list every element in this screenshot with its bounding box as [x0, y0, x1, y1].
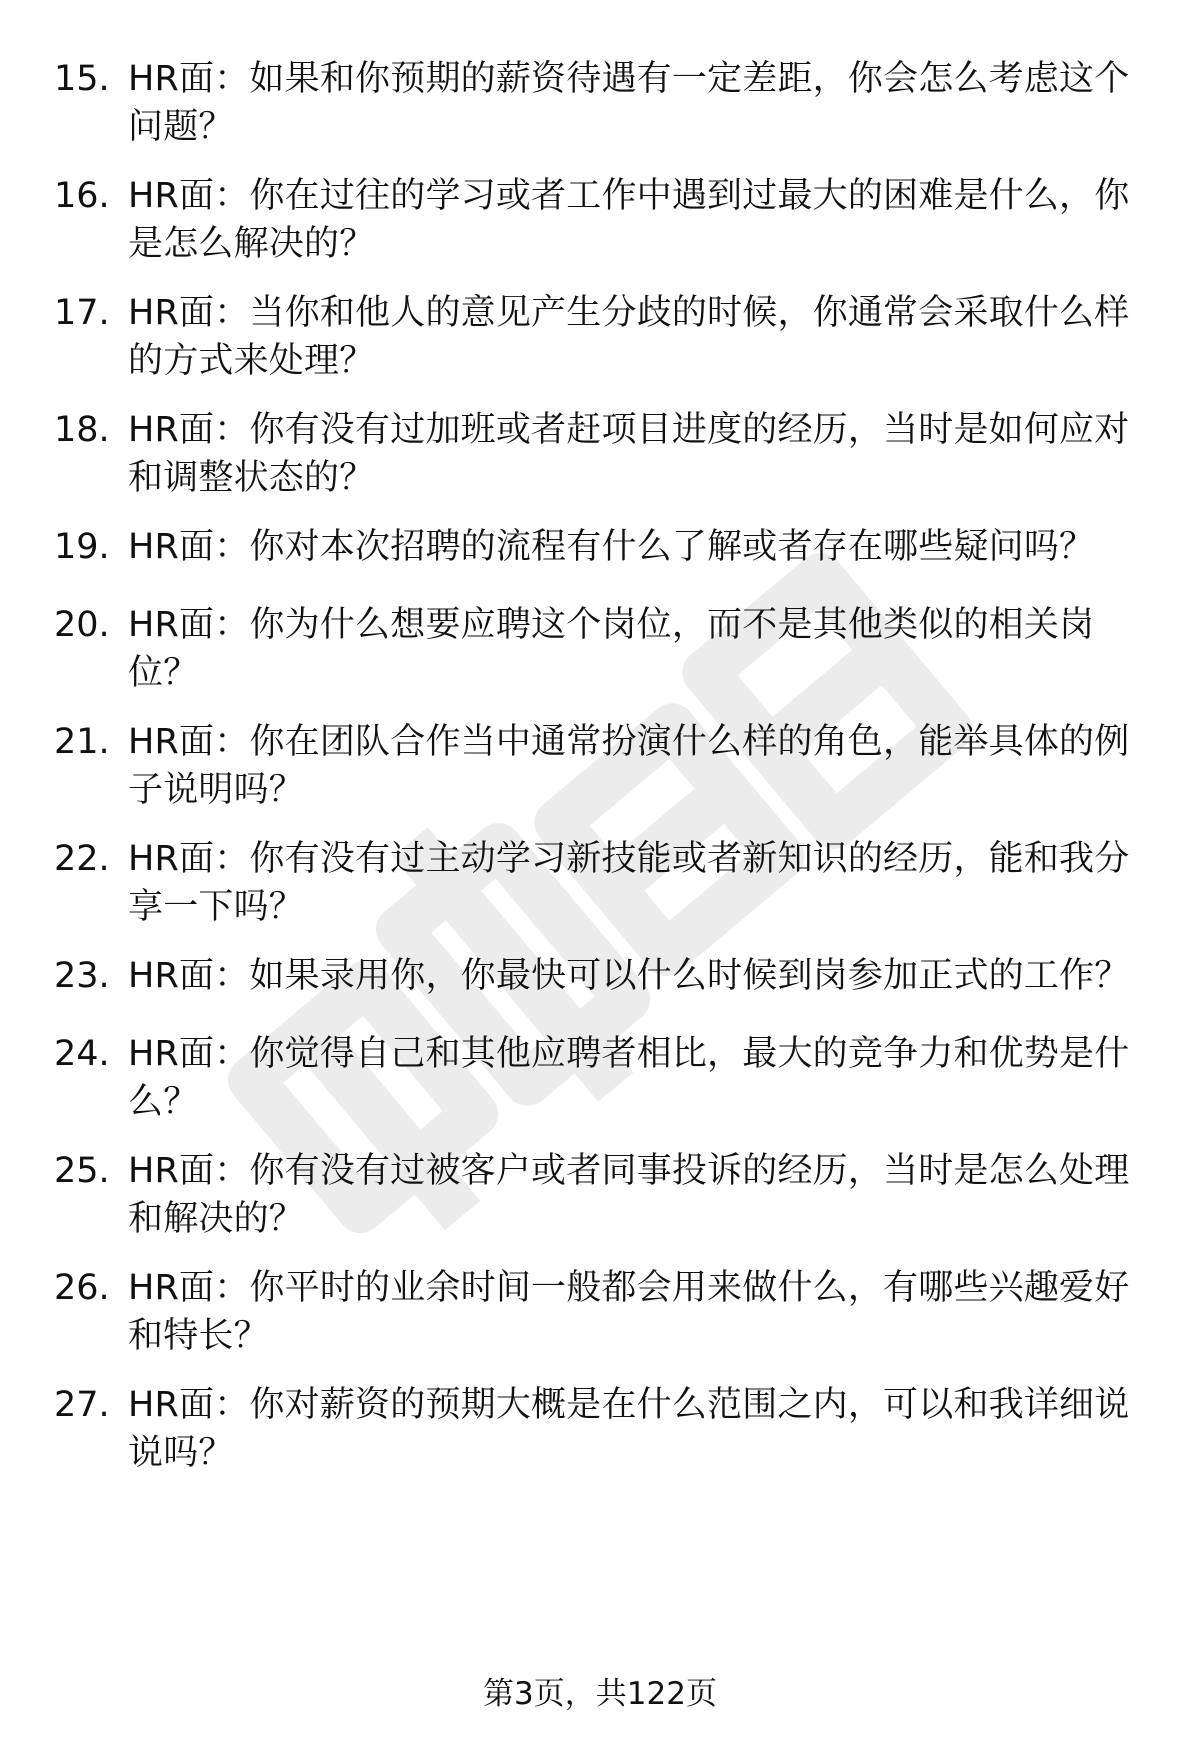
question-number: 26.	[54, 1268, 110, 1308]
page-number-footer: 第3页，共122页	[483, 1676, 717, 1712]
question-number: 20.	[54, 605, 110, 645]
question-number: 21.	[54, 722, 110, 762]
question-number: 16.	[54, 176, 110, 216]
question-number: 23.	[54, 956, 110, 996]
question-text: HR面：如果和你预期的薪资待遇有一定差距，你会怎么考虑这个问题？	[128, 59, 1130, 147]
question-text: HR面：你在团队合作当中通常扮演什么样的角色，能举具体的例子说明吗？	[128, 722, 1130, 810]
question-text: HR面：你有没有过被客户或者同事投诉的经历，当时是怎么处理和解决的？	[128, 1151, 1130, 1239]
question-number: 18.	[54, 410, 110, 450]
question-text: HR面：你平时的业余时间一般都会用来做什么，有哪些兴趣爱好和特长？	[128, 1268, 1130, 1356]
question-text: HR面：你为什么想要应聘这个岗位，而不是其他类似的相关岗位？	[128, 605, 1095, 693]
question-number: 17.	[54, 293, 110, 333]
question-text: HR面：你在过往的学习或者工作中遇到过最大的困难是什么，你是怎么解决的？	[128, 176, 1130, 264]
question-number: 25.	[54, 1151, 110, 1191]
question-text: HR面：当你和他人的意见产生分歧的时候，你通常会采取什么样的方式来处理？	[128, 293, 1130, 381]
question-text: HR面：如果录用你，你最快可以什么时候到岗参加正式的工作？	[128, 956, 1130, 996]
question-number: 19.	[54, 527, 110, 567]
question-text: HR面：你有没有过主动学习新技能或者新知识的经历，能和我分享一下吗？	[128, 839, 1130, 927]
question-number: 27.	[54, 1385, 110, 1425]
question-number: 15.	[54, 59, 110, 99]
question-number: 24.	[54, 1034, 110, 1074]
question-text: HR面：你有没有过加班或者赶项目进度的经历，当时是如何应对和调整状态的？	[128, 410, 1130, 498]
question-text: HR面：你觉得自己和其他应聘者相比，最大的竞争力和优势是什么？	[128, 1034, 1130, 1122]
question-text: HR面：你对薪资的预期大概是在什么范围之内，可以和我详细说说吗？	[128, 1385, 1130, 1473]
question-text: HR面：你对本次招聘的流程有什么了解或者存在哪些疑问吗？	[128, 527, 1095, 567]
question-number: 22.	[54, 839, 110, 879]
